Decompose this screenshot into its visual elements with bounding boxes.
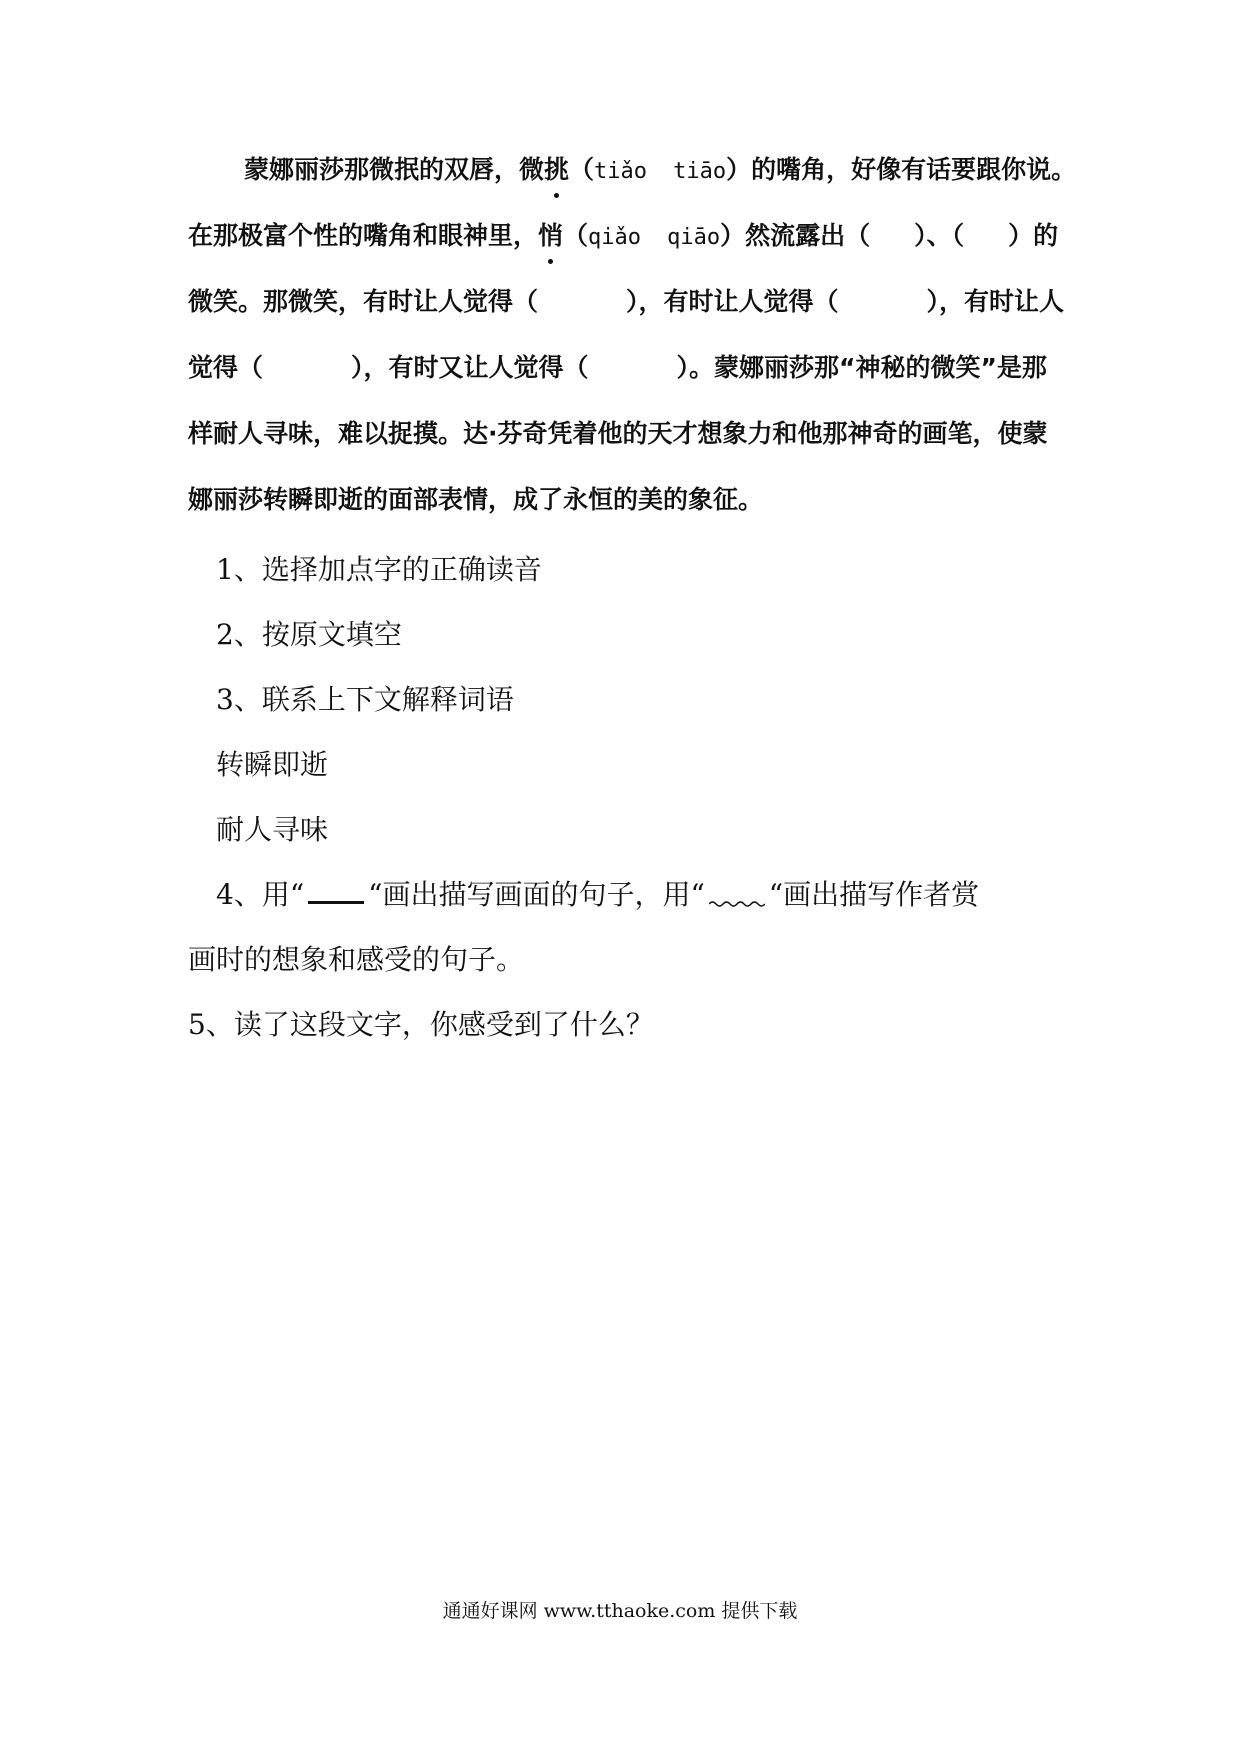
passage-line-1: 蒙娜丽莎那微抿的双唇，微挑（tiǎo tiāo）的嘴角，好像有话要跟你说。 — [188, 148, 1058, 214]
question-3: 3、联系上下文解释词语 — [216, 683, 514, 716]
wavy-underline-icon — [709, 884, 765, 904]
question-4: 4、用“ “画出描写画面的句子，用“ “画出描写作者赏 — [216, 878, 980, 911]
passage-line-4: 觉得（ ），有时又让人觉得（ ）。蒙娜丽莎那“神秘的微笑”是那 — [188, 353, 1047, 382]
straight-underline-icon — [308, 881, 364, 904]
question-5: 5、读了这段文字，你感受到了什么？ — [188, 1008, 654, 1041]
pinyin-option: qiāo — [667, 225, 721, 250]
question-1: 1、选择加点字的正确读音 — [216, 553, 542, 586]
footer-credit: 通通好课网 www.tthaoke.com 提供下载 — [442, 1600, 798, 1622]
reading-passage — [188, 148, 1077, 544]
passage-line-5: 样耐人寻味，难以捉摸。达·芬奇凭着他的天才想象力和他那神奇的画笔，使蒙 — [188, 419, 1048, 448]
dotted-char: 悄 — [538, 214, 563, 258]
vocab-word-1: 转瞬即逝 — [216, 748, 329, 781]
dotted-char: 挑 — [544, 148, 569, 192]
vocab-word-2: 耐人寻味 — [216, 813, 329, 846]
passage-line-3: 微笑。那微笑，有时让人觉得（ ），有时让人觉得（ ），有时让人 — [188, 287, 1065, 316]
passage-line-2: 在那极富个性的嘴角和眼神里，悄（qiǎo qiāo）然流露出（ ）、（ ）的 — [188, 214, 1058, 280]
pinyin-option: qiǎo — [588, 225, 642, 250]
question-4-continued: 画时的想象和感受的句子。 — [188, 943, 525, 976]
passage-line-6: 娜丽莎转瞬即逝的面部表情，成了永恒的美的象征。 — [188, 485, 764, 514]
pinyin-option: tiāo — [673, 159, 727, 184]
pinyin-option: tiǎo — [594, 159, 648, 184]
question-2: 2、按原文填空 — [216, 618, 402, 651]
question-list — [188, 548, 1058, 1068]
